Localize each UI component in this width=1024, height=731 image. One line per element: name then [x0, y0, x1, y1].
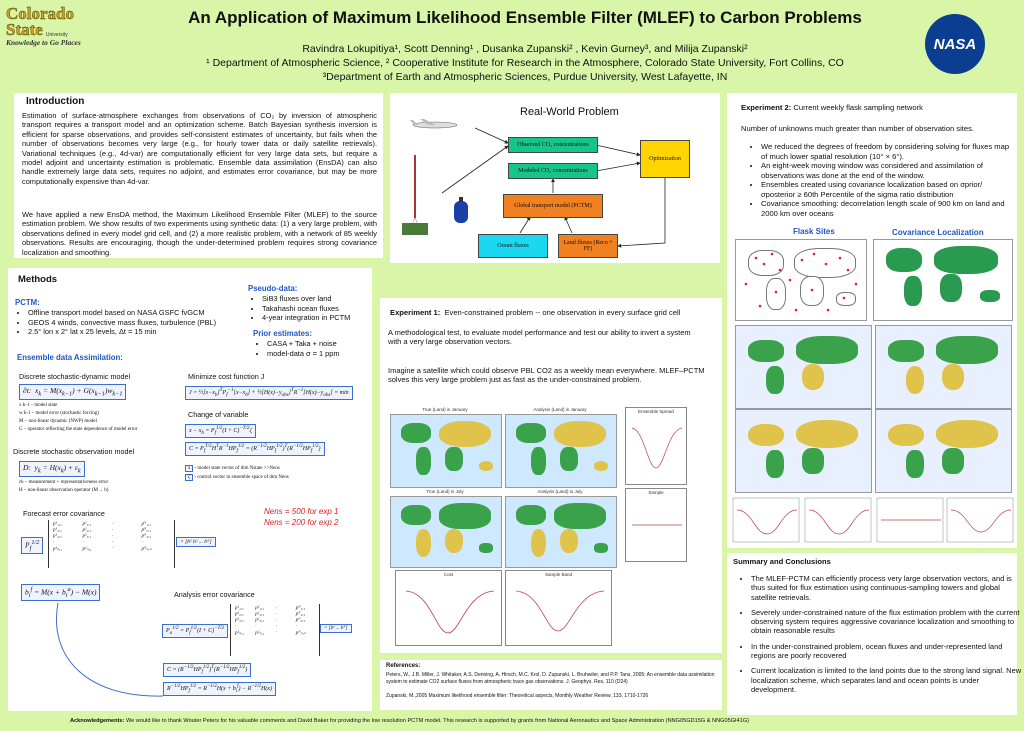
map-title: True (Land) in July — [426, 489, 464, 494]
summary-item: • Severely under-constrained nature of the flux estimation problem with the current observing system requires aggressive covariance localization and smoothing to obtain reasonable results — [751, 608, 1023, 636]
flask-sites-heading: Flask Sites — [793, 227, 835, 236]
change-var-label: Change of variable — [188, 410, 249, 419]
exp1-p2: Imagine a satellite which could observe PBL CO2 as a weekly mean everywhere. MLEF–PCTM solves this very large problem just as fast as the under-constrained problem. — [388, 366, 705, 385]
pctm-item: • Offline transport model based on NASA GSFC fvGCM — [28, 308, 258, 318]
exp1-plot-band: Sample Band — [505, 570, 612, 646]
exp2-bullet: • Covariance smoothing: decorrelation length scale of 900 km on land and 2000 km over oceans — [761, 199, 1016, 218]
nasa-logo: NASA — [925, 14, 985, 74]
dynamic-legend: x k-1 – model state w k-1 – model error (stochastic forcing) M – non-linear dynamic (NWP) model G – operator reflecting the state dependence of model error — [19, 403, 138, 432]
eq-change-var: $x - x_b = P_f^{1/2}(I + C)^{-T/2}\zeta$ — [185, 424, 256, 438]
forecast-cov-label: Forecast error covariance — [23, 509, 105, 518]
eq-c-analysis: $C = (R^{-1/2}HP_f^{1/2})^T(R^{-1/2}HP_f^{1/2})$ — [163, 663, 251, 677]
exp2-bullets — [749, 142, 1016, 218]
airplane-icon — [410, 119, 457, 128]
exp1-panel — [380, 298, 722, 653]
covloc-map — [873, 239, 1013, 321]
pctm-item: • 2.5° lon x 2° lat x 25 levels, Δt = 15 min — [28, 327, 258, 337]
pctm-heading: PCTM: — [15, 298, 40, 307]
flask-sites-map — [735, 239, 867, 321]
eq-obs-model: D: $y_k = H(x_k) + \varepsilon_k$ — [19, 461, 85, 477]
methods-heading: Methods — [18, 274, 58, 285]
exp2-bullet: • Ensembles created using covariance localization based on σprior/ σposterior ≥ 60th Percentile of the sigma ratio distribution — [761, 180, 1016, 199]
curved-arrow — [48, 598, 168, 718]
exp2-line: Number of unknowns much greater than number of observation sites. — [741, 124, 974, 133]
intro-p1: Estimation of surface-atmosphere exchanges from observations of CO₂ by inversion of atmospheric transport requires a transport model and an optimization scheme. Batch Bayesian synthesis inversion is efficient for sparse observations, and provides self-consistent estimates of uncertainty, but fails when the number of observations becomes very large (e.g., for hourly tower data or daily satellite retrievals). Variational techniques (e.g., 4d-var) are computationally efficient for very large data sets, but require a model adjoint and uncertainty estimation is problematic. Ensemble data assimilation (EnsDA) can also handle extremely large data sets, requires no adjoint, and estimates error covariance, but may be more computationally expensive than 4d-var. — [22, 111, 377, 186]
references-panel — [380, 660, 722, 710]
box-modeled: Modeled CO₂ concentrations — [508, 163, 598, 179]
csu-logo-state: State — [6, 20, 43, 39]
pseudo-heading: Pseudo-data: — [248, 284, 298, 293]
exp1-heading: Experiment 1: — [390, 308, 441, 317]
summary-list — [739, 574, 1023, 694]
intro-p2: We have applied a new EnsDA method, the Maximum Likelihood Ensemble Filter (MLEF) to the source estimation problem. We show results of two experiments using synthetic data: (1) a very large problem, with observations defined in every model grid cell, and (2) a more realistic problem, with a network of 85 weekly observations. Results are encouraging, though the under-determined problem requires strong covariance localization and smoothing. — [22, 210, 377, 257]
box-ocean-fluxes: Ocean fluxes — [478, 234, 548, 258]
prior-heading: Prior estimates: — [253, 329, 312, 338]
covloc-heading: Covariance Localization — [892, 228, 984, 237]
eq-forecast-vectors: = [b¹ b² ... bᴺ] — [176, 537, 216, 547]
diagram-panel — [390, 93, 720, 263]
nens-exp1: Nens = 500 for exp 1 — [264, 507, 339, 516]
eq-pa: $P_a^{1/2} = P_f^{1/2}(I + C)^{-T/2}$ — [162, 624, 228, 638]
stoch-model-label: Discrete stochastic-dynamic model — [19, 372, 131, 381]
exp2-map-true-jul — [735, 409, 872, 493]
exp1-map-analysis-jul — [505, 496, 617, 568]
eq-dynamic-model: ∂t: $x_k = M(x_{k-1}) + G(x_{k-1})w_{k-1}$ — [19, 384, 126, 400]
eq-cost-function: $J = \frac{1}{2}[x-x_b]^TP_f^{-1}[x-x_b]$ + $\frac{1}{2}[H(x)-y_{obs}]^TR^{-1}[H(x)-y_{obs}] = \min$ — [185, 386, 353, 400]
summary-item: • The MLEF-PCTM can efficiently process very large observation vectors, and is thus suited for flux estimation using continuous-sampling towers and global satellite retrievals. — [751, 574, 1023, 602]
eq-hp-column: $R^{-1/2}HP_f^{1/2} = R^{-1/2}H(x + b_i^f) - R^{-1/2}H(x)$ — [163, 682, 276, 696]
prior-item: • model-data σ = 1 ppm — [267, 349, 379, 359]
eq-analysis-vectors: = [b¹ ... bᴺ] — [320, 624, 352, 633]
affiliation-2: ³Department of Earth and Atmospheric Sciences, Purdue University, West Lafayette, IN — [322, 71, 728, 83]
pctm-item: • GEOS 4 winds, convective mass fluxes, turbulence (PBL) — [28, 318, 258, 328]
exp2-heading: Experiment 2: — [741, 103, 792, 112]
exp1-plot-sample: Sample — [625, 488, 687, 562]
exp1-map-analysis-jan — [505, 414, 617, 488]
reference-1: Peters, W., J.B. Miller, J. Whitaker, A.S. Denning, A. Hirsch, M.C. Krol, D. Zupanski, L. Bruhwiler, and P.P. Tans, 2005: An ensemble data assimilation system to estimate CO2 surface fluxes from atmospheric trace gas observations. J. Geophys. Res, 110 (D24) — [386, 672, 715, 685]
exp2-bullet: • An eight-week moving window was considered and assimilation of observations was done at the end of the window. — [761, 161, 1016, 180]
csu-logo-university: University — [45, 32, 68, 38]
obs-legend: εk – measurement + representativeness error H – non-linear observation operator (M→ h) — [19, 480, 109, 493]
pseudo-list — [250, 294, 380, 323]
minimize-label: Minimize cost function J — [188, 372, 265, 381]
nens-exp2: Nens = 200 for exp 2 — [264, 518, 339, 527]
exp2-subheading: Current weekly flask sampling network — [793, 103, 923, 112]
authors: Ravindra Lokupitiya¹, Scott Denning¹ , Dusanka Zupanski² , Kevin Gurney³, and Milija Zupanski² — [302, 43, 748, 55]
pseudo-item: • Takahashi ocean fluxes — [262, 304, 380, 314]
intro-heading: Introduction — [26, 96, 85, 107]
csu-logo — [6, 6, 116, 58]
csu-logo-tagline: Knowledge to Go Places — [6, 38, 81, 47]
tower-icon — [402, 155, 428, 235]
vector-legend: x - model state vector of dim Nstate >>Nens ζ - control vector in ensemble space of dim Nens — [185, 464, 289, 482]
map-title: True (Land) in January — [422, 407, 468, 412]
forecast-matrix: p¹₁,₁ p²₁,₁ · pᴺ₁,₁ p¹₂,₁ p²₂,₁ · pᴺ₂,₁ p¹₃,₁ p²₃,₁ · pᴺ₃,₁ · · · · p¹ₙ,₁ p²ₙ,₁ · pᴺₙ,ₙ — [48, 520, 175, 568]
summary-item: • Current localization is limited to the land points due to the strong land signal. New localization scheme, which separates land and ocean points is under development. — [751, 666, 1023, 694]
ack-text: We would like to thank Wouter Peters for his valuable comments and David Baker for providing the low resolution PCTM model. This research is supported by grants from National Aeronautics and Space Administration (NNG05GD15G & NNG05GI41G) — [125, 718, 750, 724]
exp2-map-true-jan — [735, 325, 872, 409]
poster-title: An Application of Maximum Likelihood Ensemble Filter (MLEF) to Carbon Problems — [188, 8, 862, 27]
flask-site-markers — [745, 253, 858, 312]
box-transport: Global transport model (PCTM) — [503, 194, 603, 218]
exp1-plot-cost: Cost — [395, 570, 502, 646]
exp2-timeseries-plots — [727, 496, 1017, 546]
ack-label: Acknowledgements: — [70, 718, 125, 724]
box-observed: Observed CO₂ concentrations — [508, 137, 598, 153]
box-optimization: Optimization — [640, 140, 690, 178]
obs-model-label: Discrete stochastic observation model — [13, 447, 135, 456]
eda-heading: Ensemble data Assimilation: — [17, 353, 123, 362]
exp1-subheading: Even-constrained problem -- one observation in every surface grid cell — [444, 308, 681, 317]
map-title: Analysis (Land) in January — [533, 407, 587, 412]
prior-item: • CASA + Taka + noise — [267, 339, 379, 349]
exp2-bullet: • We reduced the degrees of freedom by considering solving for fluxes map of much lower spatial resolution (10° × 6°). — [761, 142, 1016, 161]
prior-list — [255, 339, 379, 358]
diagram-title: Real-World Problem — [520, 106, 619, 118]
exp1-plot-spread: Ensemble Spread — [625, 407, 687, 485]
acknowledgements — [70, 718, 1010, 724]
references-heading: References: — [386, 663, 421, 669]
reference-2: Zupanski, M.,2005 Maximum likelihood ensemble filter: Theoretical aspects, Monthly Weather Review, 133, 1710-1726 — [386, 693, 649, 699]
pseudo-item: • SiB3 fluxes over land — [262, 294, 380, 304]
pctm-list — [16, 308, 258, 337]
map-title: Analysis (Land) in July — [537, 489, 583, 494]
csu-logo-colorado: Colorado — [6, 4, 74, 23]
analysis-matrix: p¹₁,₁ p²₁,₁ · pᴺ₁,₁ p¹₂,₁ p²₂,₁ · pᴺ₂,₁ p¹₃,₁ p²₃,₁ · pᴺ₃,₁ · · · · p¹ₙ,₁ p²ₙ,₁ · pᴺₙ,ₙ — [230, 604, 320, 656]
author-block — [150, 42, 900, 84]
affiliation-1: ¹ Department of Atmospheric Science, ² Cooperative Institute for Research in the Atmosphere, Colorado State University, Fort Collins, CO — [206, 57, 844, 69]
eq-pf: $P_f^{1/2}$ — [21, 537, 43, 554]
summary-panel — [727, 553, 1022, 715]
exp1-map-true-jan — [390, 414, 502, 488]
exp2-panel — [727, 93, 1017, 548]
pseudo-item: • 4-year integration in PCTM — [262, 313, 380, 323]
exp1-map-true-jul — [390, 496, 502, 568]
box-land-fluxes: Land fluxes (Reco + FF) — [558, 234, 618, 258]
summary-heading: Summary and Conclusions — [733, 557, 831, 566]
summary-item: • In the under-constrained problem, ocean fluxes and under-represented land regions are poorly recovered — [751, 642, 1023, 661]
eq-forecast-column: $b_i^f = M(x + b_i^a) - M(x)$ — [21, 584, 100, 601]
exp2-map-analysis-jan — [875, 325, 1012, 409]
eq-c-matrix: $C = P_f^{T/2}H^TR^{-1}HP_f^{1/2} = (R^{-1/2}HP_f^{1/2})^T(R^{-1/2}HP_f^{1/2})$ — [185, 442, 325, 456]
analysis-cov-label: Analysis error covariance — [174, 590, 255, 599]
flask-icon — [454, 197, 468, 223]
exp2-map-analysis-jul — [875, 409, 1012, 493]
intro-panel — [14, 93, 383, 258]
methods-panel — [8, 268, 372, 711]
exp1-p1: A methodological test, to evaluate model performance and test our ability to invert a system with a very large observation vectors. — [388, 328, 691, 347]
